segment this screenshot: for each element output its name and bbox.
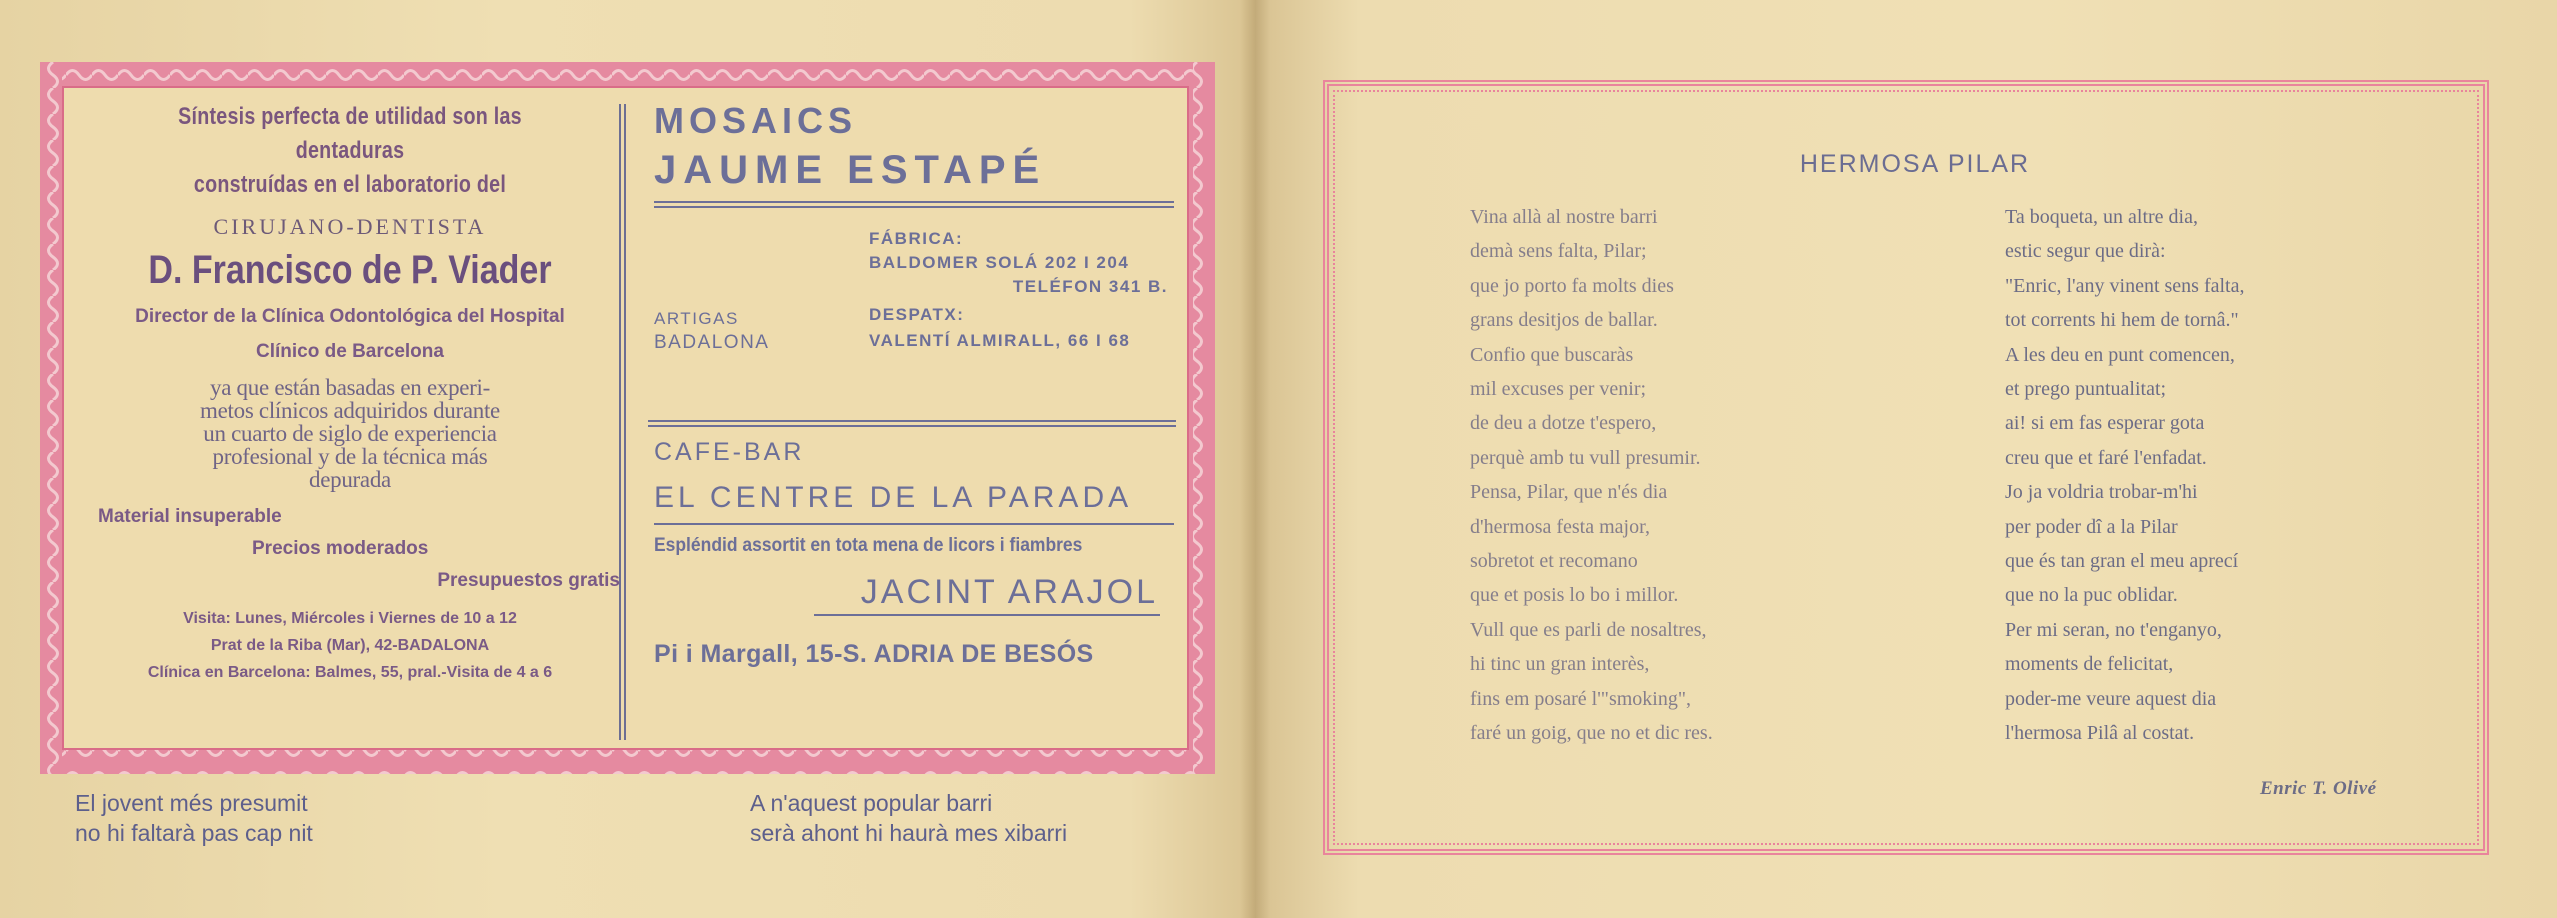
footer-right-line: A n'aquest popular barri [750,790,993,816]
dentist-director-1: Director de la Clínica Odontológica del Hospital [135,306,565,327]
poem-line: grans desitjos de ballar. [1470,309,1658,332]
visit-line: Visita: Lunes, Miércoles i Viernes de 10 a 12 [183,610,517,627]
poem-line: fins em posaré l'"smoking", [1470,687,1692,710]
cafe-type: CAFE-BAR [654,438,805,466]
cafe-ad [654,438,1174,669]
poem-line: et prego puntualitat; [2005,378,2167,401]
poem-line: que és tan gran el meu aprecí [2005,550,2239,573]
dentist-experience [80,376,620,491]
location-1: ARTIGAS [654,309,739,328]
poem-line: Confio que buscaràs [1470,343,1634,366]
poem-column-left [1470,200,1713,751]
poem-line: tot corrents hi hem de tornâ." [2005,309,2239,332]
poem-signature: Enric T. Olivé [2260,778,2377,799]
ad-divider [619,104,626,740]
visit-line: Clínica en Barcelona: Balmes, 55, pral.-Visita de 4 a 6 [147,664,553,681]
poem-line: hi tinc un gran interès, [1470,653,1650,676]
feature-material: Material insuperable [98,506,282,527]
poem-line: estic segur que dirà: [2005,240,2166,263]
poem-line: Vina allà al nostre barri [1470,206,1658,228]
section-rule [648,420,1176,427]
visit-line: Prat de la Riba (Mar), 42-BADALONA [210,637,490,654]
footer-left-line: no hi faltarà pas cap nit [75,820,313,846]
poem-line: que jo porto fa molts dies [1470,274,1674,297]
mosaics-info [654,228,1174,378]
location-2: BADALONA [654,332,770,353]
dentist-features [80,501,620,597]
poem-line: perquè amb tu vull presumir. [1470,446,1701,469]
office-label: DESPATX: [869,305,965,324]
owner-rule [814,614,1160,616]
dentist-intro-2: construídas en el laboratorio del [193,171,507,198]
dentist-director-2: Clínico de Barcelona [256,341,444,362]
poem-line: que et posis lo bo i millor. [1470,584,1679,607]
cafe-slogan: Espléndid assortit en tota mena de licors i fiambres [654,535,1083,556]
poem-line: que no la puc oblidar. [2005,584,2178,607]
cafe-owner: JACINT ARAJOL [860,573,1158,611]
experience-line: depurada [309,467,391,492]
factory-label: FÁBRICA: [869,229,964,248]
poem-line: moments de felicitat, [2005,653,2174,676]
poem-line: poder-me veure aquest dia [2005,687,2217,710]
poem-line: "Enric, l'any vinent sens falta, [2005,274,2245,297]
book-spine [1240,0,1270,918]
cafe-rule [654,523,1174,525]
poem-line: de deu a dotze t'espero, [1470,412,1657,435]
poem-column-right [2005,200,2244,751]
poem-line: Jo ja voldria trobar-m'hi [2005,481,2198,504]
dentist-ad [80,100,620,686]
poem-line: per poder dî a la Pilar [2005,515,2178,538]
experience-line: profesional y de la técnica más [212,444,488,469]
phone: TELÉFON 341 B. [1012,277,1168,296]
mosaics-brand: MOSAICS [654,100,858,141]
feature-prices: Precios moderados [252,538,429,559]
poem-line: ai! si em fas esperar gota [2005,412,2205,435]
office-address: VALENTÍ ALMIRALL, 66 I 68 [869,331,1131,350]
experience-line: un cuarto de siglo de experiencia [203,421,497,446]
footer-right [750,788,1067,848]
experience-line: metos clínicos adquiridos durante [200,398,500,423]
poem-line: mil excuses per venir; [1470,378,1647,401]
poem-line: Pensa, Pilar, que n'és dia [1470,481,1668,504]
feature-quotes: Presupuestos gratis [437,570,620,591]
poem-title: HERMOSA PILAR [1799,150,2031,178]
factory-address: BALDOMER SOLÁ 202 I 204 [869,253,1130,272]
dentist-name: D. Francisco de P. Viader [148,248,552,292]
mosaics-rule [654,201,1174,208]
mosaics-ad [654,100,1174,378]
dentist-intro-1: Síntesis perfecta de utilidad son las dentaduras [178,103,522,164]
poem-line: A les deu en punt comencen, [2005,343,2235,366]
dentist-title: CIRUJANO-DENTISTA [213,214,487,239]
poem-line: Per mi seran, no t'enganyo, [2005,618,2222,641]
poem-line: d'hermosa festa major, [1470,515,1650,538]
footer-left-line: El jovent més presumit [75,790,308,816]
poem-line: Ta boqueta, un altre dia, [2005,206,2198,228]
poem-line: demà sens falta, Pilar; [1470,240,1647,263]
poem-line: sobretot et recomano [1470,550,1638,573]
dentist-visits [80,605,620,686]
poem-line: faré un goig, que no et dic res. [1470,722,1713,745]
footer-left [75,788,313,848]
experience-line: ya que están basadas en experi- [210,375,490,400]
poem-line: l'hermosa Pilâ al costat. [2005,722,2195,745]
poem-line: creu que et faré l'enfadat. [2005,446,2207,469]
cafe-address: Pi i Margall, 15-S. ADRIA DE BESÓS [654,640,1094,668]
mosaics-owner: JAUME ESTAPÉ [654,148,1047,192]
cafe-name: EL CENTRE DE LA PARADA [654,481,1133,514]
footer-right-line: serà ahont hi haurà mes xibarri [750,820,1068,846]
poem-line: Vull que es parli de nosaltres, [1470,618,1707,641]
